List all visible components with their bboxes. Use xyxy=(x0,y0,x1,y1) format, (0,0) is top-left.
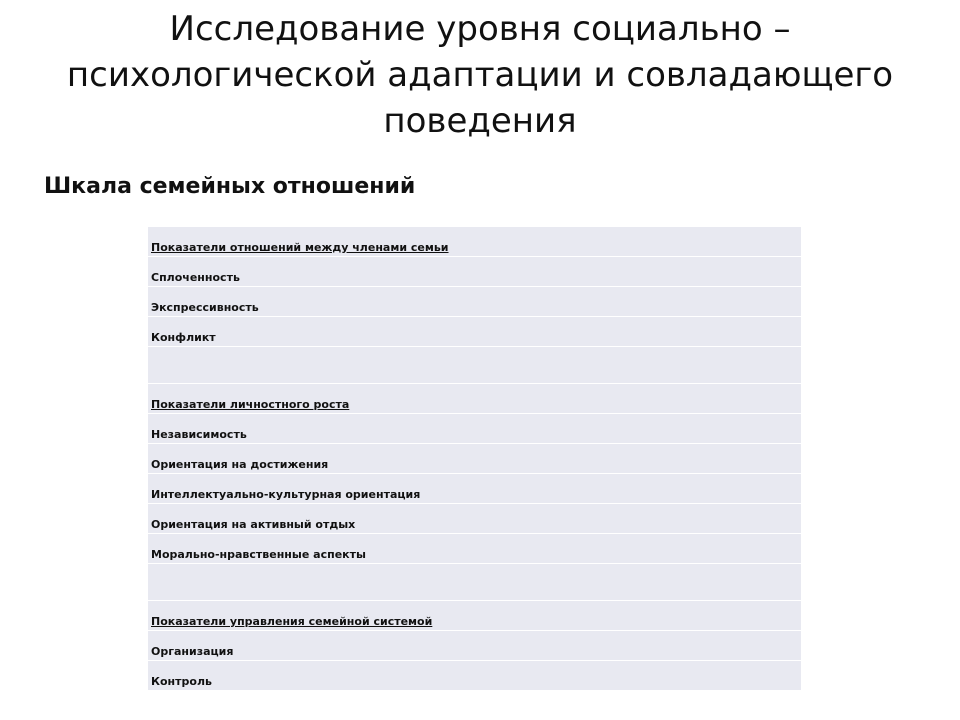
table-row xyxy=(148,474,801,504)
table-row-section xyxy=(148,384,801,414)
table-row-spacer xyxy=(148,347,801,384)
table-cell: Конфликт xyxy=(148,317,801,347)
section-heading-cell: Показатели управления семейной системой xyxy=(148,601,801,631)
table-row-section xyxy=(148,601,801,631)
section-heading-cell: Показатели личностного роста xyxy=(148,384,801,414)
table-row xyxy=(148,287,801,317)
family-relations-scale-table xyxy=(148,227,801,691)
table-cell: Организация xyxy=(148,631,801,661)
slide-title-line-3: поведения xyxy=(383,101,577,141)
table-row xyxy=(148,444,801,474)
table-cell: Интеллектуально-культурная ориентация xyxy=(148,474,801,504)
table-row xyxy=(148,504,801,534)
table-cell-empty xyxy=(148,564,801,601)
slide-title xyxy=(40,6,920,144)
table-cell: Контроль xyxy=(148,661,801,691)
table-row-section xyxy=(148,227,801,257)
section-heading-cell: Показатели отношений между членами семьи xyxy=(148,227,801,257)
table-cell: Независимость xyxy=(148,414,801,444)
table-row xyxy=(148,257,801,287)
table-row xyxy=(148,534,801,564)
table-row xyxy=(148,661,801,691)
table-row xyxy=(148,317,801,347)
table-cell: Ориентация на достижения xyxy=(148,444,801,474)
table-row-spacer xyxy=(148,564,801,601)
table-row xyxy=(148,414,801,444)
slide-title-line-1: Исследование уровня социально – xyxy=(169,9,791,49)
table-cell: Экспрессивность xyxy=(148,287,801,317)
slide-subtitle: Шкала семейных отношений xyxy=(44,174,416,199)
table-cell-empty xyxy=(148,347,801,384)
slide-title-line-2: психологической адаптации и совладающего xyxy=(66,55,894,95)
table-cell: Сплоченность xyxy=(148,257,801,287)
table-cell: Морально-нравственные аспекты xyxy=(148,534,801,564)
table-cell: Ориентация на активный отдых xyxy=(148,504,801,534)
table-row xyxy=(148,631,801,661)
